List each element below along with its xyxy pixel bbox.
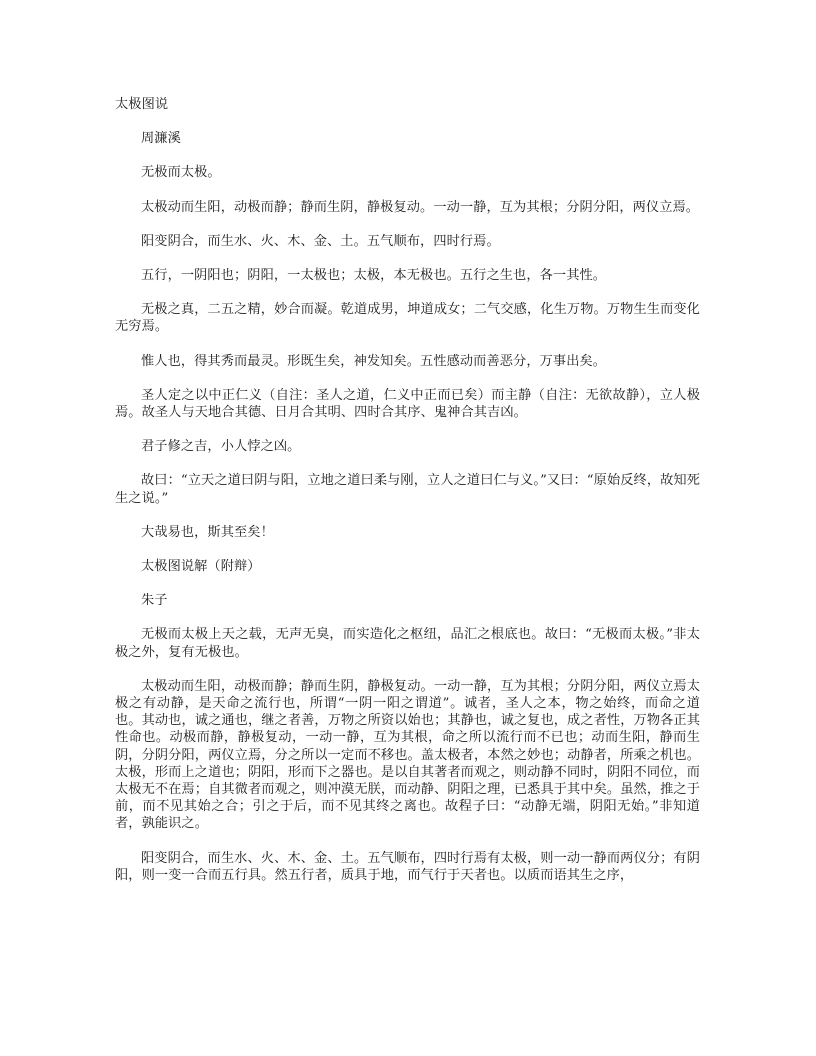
paragraph-taiji-dong: 太极动而生阳，动极而静；静而生阴，静极复动。一动一静，互为其根；分阴分阳，两仪立焉。 xyxy=(141,199,700,215)
paragraph-wuji-zhizhen: 无极之真，二五之精，妙合而凝。乾道成男，坤道成女；二气交感，化生万物。万物生生而变化无穷焉。 xyxy=(115,302,700,335)
paragraph-weiren: 惟人也，得其秀而最灵。形既生矣，神发知矣。五性感动而善恶分，万事出矣。 xyxy=(141,353,607,369)
paragraph-yangbian-yinhe: 阳变阴合，而生水、火、木、金、土。五气顺布，四时行焉。 xyxy=(141,233,500,249)
paragraph-commentary-yangbian: 阳变阴合，而生水、火、木、金、土。五气顺布，四时行焉有太极，则一动一静而两仪分；有阴阳，则一变一合而五行具。然五行者，质具于地，而气行于天者也。以质而语其生之序， xyxy=(115,850,700,883)
document-body xyxy=(115,96,700,884)
paragraph-guyue: 故曰：“立天之道曰阴与阳，立地之道曰柔与刚，立人之道曰仁与义。”又曰：“原始反终，故知死生之说。” xyxy=(115,473,700,506)
paragraph-shengren-ding: 圣人定之以中正仁义（自注：圣人之道，仁义中正而已矣）而主静（自注：无欲故静），立人极焉。故圣人与天地合其德、日月合其明、四时合其序、鬼神合其吉凶。 xyxy=(115,387,700,421)
doc-title: 太极图说 xyxy=(115,97,169,112)
section-title-taijitushuojie: 太极图说解（附辩） xyxy=(141,559,261,575)
author-byline-zhou: 周濂溪 xyxy=(141,131,181,147)
paragraph-wuxing: 五行，一阴阳也；阴阳，一太极也；太极，本无极也。五行之生也，各一其性。 xyxy=(141,268,607,284)
paragraph-junzi-xiu: 君子修之吉，小人悖之凶。 xyxy=(141,439,301,455)
paragraph-dazai-yiye: 大哉易也，斯其至矣！ xyxy=(141,524,274,540)
paragraph-commentary-wuji: 无极而太极上天之载，无声无臭，而实造化之枢纽，品汇之根底也。故曰：“无极而太极。”非太极之外，复有无极也。 xyxy=(115,627,700,660)
paragraph-commentary-dongjing: 太极动而生阳，动极而静；静而生阴，静极复动。一动一静，互为其根；分阴分阳，两仪立焉太极之有动静，是天命之流行也，所谓“一阴一阳之谓道”。诚者，圣人之本，物之始终，而命之道也。其动也，诚之通也，继之者善，万物之所资以始也；其静也，诚之复也，成之者性，万物各正其性命也。动极而静，静极复动，一动一静，互为其根，命之所以流行而不已也；动而生阳，静而生阴，分阴分阳，两仪立焉，分之所以一定而不移也。盖太极者，本然之妙也；动静者，所乘之机也。太极，形而上之道也；阴阳，形而下之器也。是以自其著者而观之，则动静不同时，阴阳不同位，而太极无不在焉；自其微者而观之，则冲漠无朕，而动静、阴阳之理，已悉具于其中矣。虽然，推之于前，而不见其始之合；引之于后，而不见其终之离也。故程子曰：“动静无端，阴阳无始。”非知道者，孰能识之。 xyxy=(115,678,700,832)
paragraph-wuji-taiji: 无极而太极。 xyxy=(141,165,221,181)
author-byline-zhuzi: 朱子 xyxy=(141,593,168,609)
